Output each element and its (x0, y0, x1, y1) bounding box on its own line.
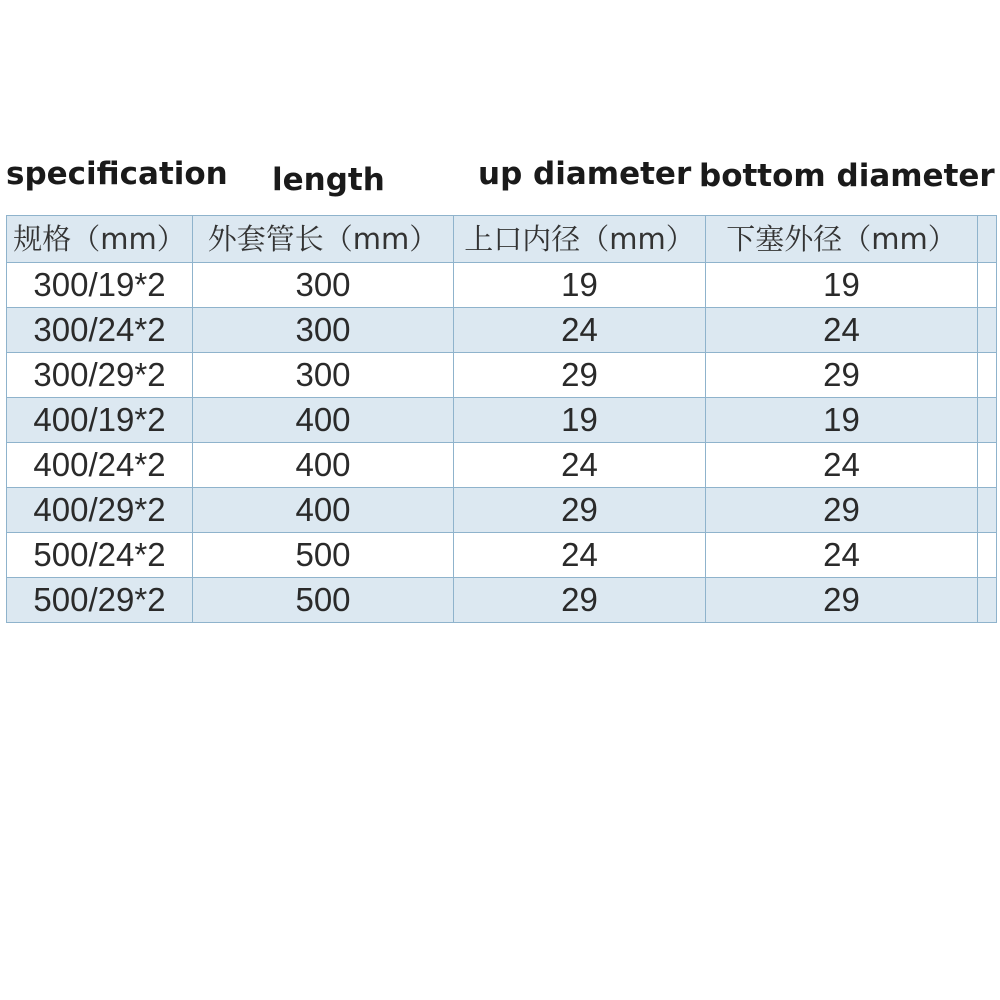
cell-bottom-diameter: 29 (706, 353, 978, 398)
cell-spec: 400/24*2 (7, 443, 193, 488)
cell-extra (978, 443, 997, 488)
label-specification: specification (6, 156, 228, 192)
cell-bottom-diameter: 24 (706, 443, 978, 488)
header-up-diameter: 上口内径（mm） (454, 216, 706, 263)
cell-up-diameter: 19 (454, 263, 706, 308)
cell-length: 300 (193, 353, 454, 398)
cell-extra (978, 353, 997, 398)
table-row (7, 488, 997, 533)
cell-up-diameter: 24 (454, 308, 706, 353)
cell-bottom-diameter: 24 (706, 308, 978, 353)
table-row (7, 263, 997, 308)
table-row (7, 533, 997, 578)
cell-bottom-diameter: 29 (706, 578, 978, 623)
cell-spec: 300/24*2 (7, 308, 193, 353)
cell-length: 500 (193, 578, 454, 623)
cell-spec: 500/24*2 (7, 533, 193, 578)
cell-up-diameter: 29 (454, 578, 706, 623)
cell-spec: 300/19*2 (7, 263, 193, 308)
cell-extra (978, 263, 997, 308)
cell-length: 500 (193, 533, 454, 578)
cell-spec: 400/29*2 (7, 488, 193, 533)
cell-length: 400 (193, 398, 454, 443)
table-header-row (7, 216, 997, 263)
table-row (7, 353, 997, 398)
cell-bottom-diameter: 29 (706, 488, 978, 533)
label-length: length (272, 162, 385, 198)
cell-length: 300 (193, 308, 454, 353)
cell-length: 300 (193, 263, 454, 308)
cell-spec: 500/29*2 (7, 578, 193, 623)
cell-extra (978, 578, 997, 623)
table-row (7, 578, 997, 623)
cell-bottom-diameter: 19 (706, 398, 978, 443)
cell-up-diameter: 24 (454, 443, 706, 488)
cell-length: 400 (193, 443, 454, 488)
cell-extra (978, 533, 997, 578)
cell-up-diameter: 29 (454, 488, 706, 533)
table-row (7, 308, 997, 353)
cell-extra (978, 308, 997, 353)
header-extra-column (978, 216, 997, 263)
english-column-labels (0, 150, 1000, 210)
cell-spec: 300/29*2 (7, 353, 193, 398)
header-spec: 规格（mm） (7, 216, 193, 263)
cell-up-diameter: 29 (454, 353, 706, 398)
header-length: 外套管长（mm） (193, 216, 454, 263)
label-bottom-diameter: bottom diameter (699, 158, 995, 194)
cell-extra (978, 488, 997, 533)
label-up-diameter: up diameter (478, 156, 692, 192)
header-bottom-diameter: 下塞外径（mm） (706, 216, 978, 263)
table-row (7, 443, 997, 488)
cell-up-diameter: 24 (454, 533, 706, 578)
cell-spec: 400/19*2 (7, 398, 193, 443)
cell-bottom-diameter: 19 (706, 263, 978, 308)
cell-up-diameter: 19 (454, 398, 706, 443)
cell-bottom-diameter: 24 (706, 533, 978, 578)
table-row (7, 398, 997, 443)
cell-length: 400 (193, 488, 454, 533)
cell-extra (978, 398, 997, 443)
specification-table (6, 215, 997, 623)
